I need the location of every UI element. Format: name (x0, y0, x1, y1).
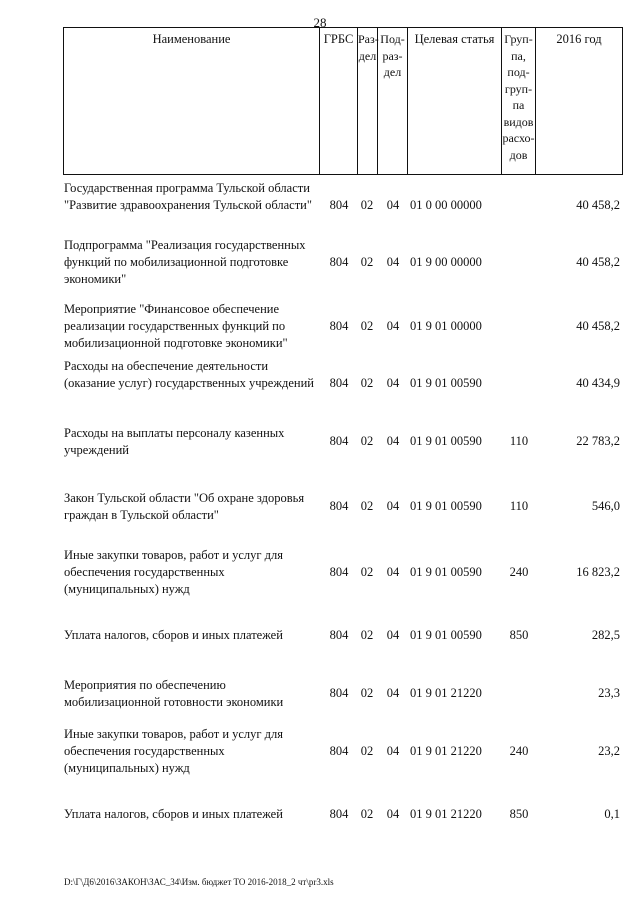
header-target: Целевая статья (408, 28, 502, 174)
row-podrazdel: 04 (386, 744, 400, 758)
row-razdel: 02 (360, 565, 374, 579)
row-grbs: 804 (329, 198, 349, 212)
row-name: Мероприятие "Финансовое обеспечение реализации государственных функций по мобилизационной подготовке экономики" (64, 302, 288, 350)
row-podrazdel: 04 (386, 565, 400, 579)
row-grbs: 804 (329, 376, 349, 390)
row-podrazdel: 04 (386, 434, 400, 448)
row-target: 01 9 01 00590 (410, 628, 482, 642)
row-grbs: 804 (329, 628, 349, 642)
row-razdel: 02 (360, 255, 374, 269)
row-group: 240 (509, 744, 529, 758)
row-name: Уплата налогов, сборов и иных платежей (64, 628, 283, 642)
row-grbs: 804 (329, 565, 349, 579)
row-target: 01 0 00 00000 (410, 198, 482, 212)
row-podrazdel: 04 (386, 255, 400, 269)
row-name: Мероприятия по обеспечению мобилизационной готовности экономики (64, 678, 284, 709)
row-podrazdel: 04 (386, 319, 400, 333)
row-name: Государственная программа Тульской области "Развитие здравоохранения Тульской области" (64, 181, 312, 212)
row-podrazdel: 04 (386, 628, 400, 642)
row-razdel: 02 (360, 319, 374, 333)
row-group: 850 (509, 628, 529, 642)
row-sum: 16 823,2 (576, 565, 620, 579)
row-target: 01 9 01 00590 (410, 499, 482, 513)
row-name: Закон Тульской области "Об охране здоровья граждан в Тульской области" (64, 491, 305, 522)
row-grbs: 804 (329, 807, 349, 821)
row-sum: 23,3 (598, 686, 620, 700)
header-podrazdel: Под- раз- дел (378, 28, 408, 174)
row-name: Иные закупки товаров, работ и услуг для обеспечения государственных (муниципальных) нужд (64, 727, 284, 775)
row-name: Подпрограмма "Реализация государственных функций по мобилизационной подготовке экономики" (64, 238, 306, 286)
row-group: 240 (509, 565, 529, 579)
row-grbs: 804 (329, 434, 349, 448)
row-podrazdel: 04 (386, 807, 400, 821)
row-razdel: 02 (360, 686, 374, 700)
row-name: Иные закупки товаров, работ и услуг для обеспечения государственных (муниципальных) нужд (64, 548, 284, 596)
row-target: 01 9 01 00590 (410, 434, 482, 448)
row-razdel: 02 (360, 499, 374, 513)
row-sum: 23,2 (598, 744, 620, 758)
page-number: 28 (313, 15, 327, 30)
row-grbs: 804 (329, 319, 349, 333)
row-podrazdel: 04 (386, 686, 400, 700)
row-razdel: 02 (360, 744, 374, 758)
row-grbs: 804 (329, 499, 349, 513)
row-razdel: 02 (360, 628, 374, 642)
row-group: 110 (509, 499, 529, 513)
row-target: 01 9 01 21220 (410, 686, 482, 700)
row-sum: 546,0 (591, 499, 620, 513)
row-sum: 40 458,2 (576, 198, 620, 212)
header-year: 2016 год (556, 32, 602, 46)
header-razdel: Раз- дел (358, 28, 378, 174)
row-target: 01 9 01 00000 (410, 319, 482, 333)
row-razdel: 02 (360, 807, 374, 821)
row-target: 01 9 00 00000 (410, 255, 482, 269)
row-razdel: 02 (360, 198, 374, 212)
row-group: 850 (509, 807, 529, 821)
file-path-footer: D:\Г\Д6\2016\ЗАКОН\ЗАС_34\Изм. бюджет ТО 2016-2018_2 чт\pr3.xls (64, 877, 334, 887)
row-sum: 40 458,2 (576, 255, 620, 269)
row-razdel: 02 (360, 434, 374, 448)
row-sum: 282,5 (591, 628, 620, 642)
header-group: Груп- па, под- груп- па видов расхо- дов (502, 28, 536, 174)
row-sum: 22 783,2 (576, 434, 620, 448)
row-razdel: 02 (360, 376, 374, 390)
row-podrazdel: 04 (386, 376, 400, 390)
row-podrazdel: 04 (386, 499, 400, 513)
row-name: Расходы на обеспечение деятельности (оказание услуг) государственных учреждений (64, 359, 314, 390)
row-name: Уплата налогов, сборов и иных платежей (64, 807, 283, 821)
row-grbs: 804 (329, 686, 349, 700)
row-target: 01 9 01 00590 (410, 376, 482, 390)
header-name: Наименование (64, 28, 320, 174)
row-name: Расходы на выплаты персоналу казенных учреждений (64, 426, 285, 457)
row-podrazdel: 04 (386, 198, 400, 212)
row-target: 01 9 01 00590 (410, 565, 482, 579)
row-grbs: 804 (329, 744, 349, 758)
row-target: 01 9 01 21220 (410, 744, 482, 758)
row-sum: 40 434,9 (576, 376, 620, 390)
row-target: 01 9 01 21220 (410, 807, 482, 821)
header-grbs: ГРБС (320, 28, 358, 174)
row-sum: 0,1 (604, 807, 620, 821)
row-grbs: 804 (329, 255, 349, 269)
row-sum: 40 458,2 (576, 319, 620, 333)
row-group: 110 (509, 434, 529, 448)
